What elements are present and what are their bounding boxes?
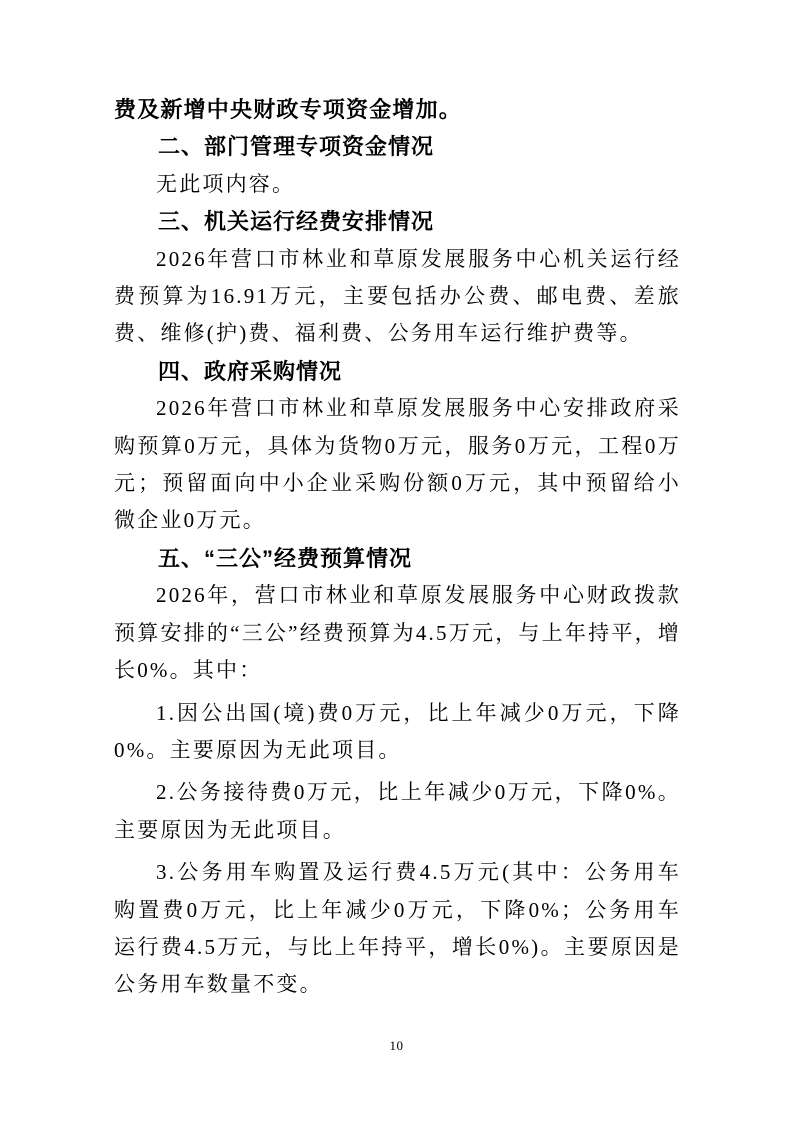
section-5-item-2-paragraph: 2.公务接待费0万元，比上年减少0万元，下降0%。主要原因为无此项目。 bbox=[114, 780, 681, 842]
page-number: 10 bbox=[389, 1038, 404, 1053]
section-4-paragraph: 2026年营口市林业和草原发展服务中心安排政府采购预算0万元，具体为货物0万元，服务0万元，工程0万元；预留面向中小企业采购份额0万元，其中预留给小微企业0万元。 bbox=[114, 396, 681, 533]
section-2-paragraph: 无此项内容。 bbox=[156, 171, 296, 196]
section-3-paragraph: 2026年营口市林业和草原发展服务中心机关运行经费预算为16.91万元，主要包括办公费、邮电费、差旅费、维修(护)费、福利费、公务用车运行维护费等。 bbox=[114, 246, 681, 346]
section-5-intro-paragraph: 2026年，营口市林业和草原发展服务中心财政拨款预算安排的“三公”经费预算为4.5万元，与上年持平，增长0%。其中： bbox=[114, 583, 681, 683]
section-heading-5: 五、“三公”经费预算情况 bbox=[158, 545, 413, 571]
section-5-item-3-paragraph: 3.公务用车购置及运行费4.5万元(其中：公务用车购置费0万元，比上年减少0万元，下降0%；公务用车运行费4.5万元，与比上年持平，增长0%)。主要原因是公务用车数量不变。 bbox=[114, 860, 681, 997]
document-body bbox=[114, 91, 681, 1004]
section-heading-2: 二、部门管理专项资金情况 bbox=[158, 134, 435, 160]
paragraph-continuation: 费及新增中央财政专项资金增加。 bbox=[114, 97, 463, 122]
section-heading-3: 三、机关运行经费安排情况 bbox=[158, 209, 435, 235]
section-5-item-1-paragraph: 1.因公出国(境)费0万元，比上年减少0万元，下降0%。主要原因为无此项目。 bbox=[114, 700, 681, 762]
section-heading-4: 四、政府采购情况 bbox=[158, 358, 343, 384]
